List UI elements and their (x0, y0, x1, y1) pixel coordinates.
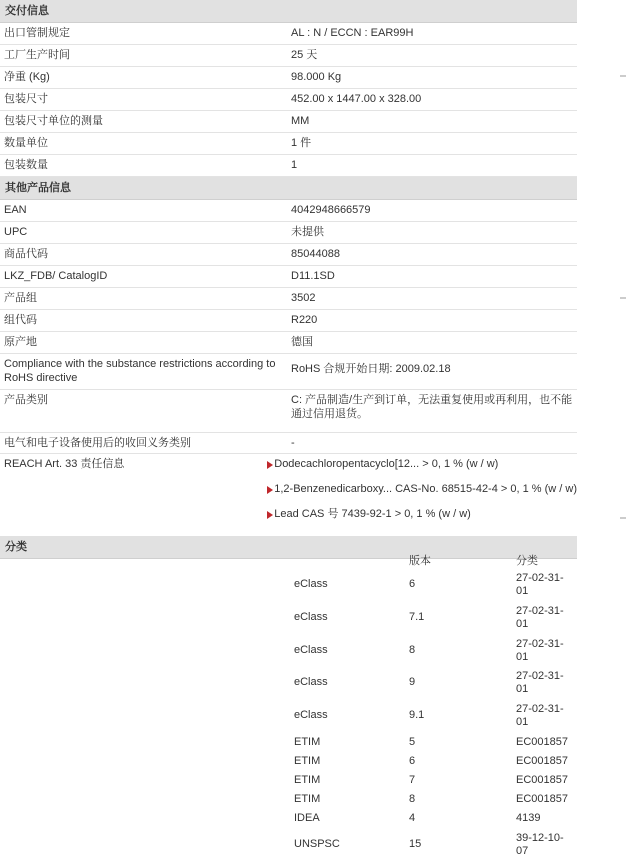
delivery-row-value: MM (291, 115, 310, 127)
category-row (0, 390, 577, 433)
classification-code: 39-12-10-07 (516, 832, 564, 857)
classification-system: ETIM (294, 793, 321, 805)
other-info-row-label: 产品组 (4, 292, 37, 304)
classification-section-header: 分类 (0, 536, 577, 559)
other-info-row-value: 85044088 (291, 248, 340, 260)
expand-arrow-icon[interactable] (267, 486, 273, 494)
other-info-row-value: D11.1SD (291, 270, 335, 282)
other-info-row (0, 288, 577, 310)
classification-code: EC001857 (516, 755, 568, 767)
other-info-row (0, 266, 577, 288)
delivery-row-label: 包装尺寸 (4, 93, 48, 105)
delivery-row-label: 包装尺寸单位的测量 (4, 115, 103, 127)
classification-version: 8 (409, 793, 416, 805)
reach-row (0, 454, 577, 534)
other-info-row (0, 222, 577, 244)
classification-system: eClass (294, 676, 328, 688)
classification-code: 27-02-31-01 (516, 670, 564, 695)
delivery-row-label: 净重 (Kg) (4, 71, 50, 83)
delivery-row-value: 452.00 x 1447.00 x 328.00 (291, 93, 422, 105)
delivery-table (0, 23, 577, 177)
classification-code: EC001857 (516, 736, 568, 748)
scroll-mark (620, 75, 626, 77)
other-info-row-label: 组代码 (4, 314, 37, 326)
other-info-row (0, 332, 577, 354)
classification-version: 9.1 (409, 709, 425, 721)
delivery-row-label: 出口管制规定 (4, 27, 70, 39)
other-info-row (0, 244, 577, 266)
other-info-row-label: UPC (4, 226, 28, 238)
other-info-row-label: LKZ_FDB/ CatalogID (4, 270, 108, 282)
delivery-row-value: AL : N / ECCN : EAR99H (291, 27, 414, 39)
delivery-row (0, 45, 577, 67)
classification-code: EC001857 (516, 774, 568, 786)
delivery-row (0, 89, 577, 111)
weee-row (0, 433, 577, 454)
classification-system: ETIM (294, 755, 321, 767)
delivery-row-label: 工厂生产时间 (4, 49, 70, 61)
weee-label: 电气和电子设备使用后的收回义务类别 (4, 437, 191, 449)
other-info-row-value: R220 (291, 314, 318, 326)
classification-version: 8 (409, 644, 416, 656)
reach-item[interactable] (254, 482, 577, 507)
classification-code: 27-02-31-01 (516, 605, 564, 630)
reach-item[interactable] (254, 457, 577, 482)
scroll-mark (620, 297, 626, 299)
weee-value: - (291, 437, 295, 449)
compliance-label: Compliance with the substance restrictions according to RoHS directive (4, 358, 276, 384)
other-info-row-label: EAN (4, 204, 27, 216)
classification-code: 27-02-31-01 (516, 638, 564, 663)
reach-item-text: 1,2-Benzenedicarboxy... CAS-No. 68515-42-4 > 0, 1 % (w / w) (274, 483, 577, 495)
classification-system: ETIM (294, 774, 321, 786)
classification-version: 6 (409, 755, 416, 767)
expand-arrow-icon[interactable] (267, 511, 273, 519)
other-info-row-value: 德国 (291, 336, 313, 348)
classification-version: 7 (409, 774, 416, 786)
classification-code: 27-02-31-01 (516, 703, 564, 728)
classification-system: IDEA (294, 812, 320, 824)
delivery-row-label: 数量单位 (4, 137, 48, 149)
delivery-row (0, 155, 577, 177)
scroll-mark (620, 517, 626, 519)
delivery-section-header: 交付信息 (0, 0, 577, 23)
classification-system: ETIM (294, 736, 321, 748)
other-info-row-value: 未提供 (291, 226, 324, 238)
reach-item[interactable] (254, 507, 577, 532)
other-info-row (0, 310, 577, 332)
classification-code: 4139 (516, 812, 541, 824)
delivery-row (0, 111, 577, 133)
classification-version: 5 (409, 736, 416, 748)
classification-version: 15 (409, 838, 422, 850)
classification-version: 4 (409, 812, 416, 824)
class-column-header: 分类 (516, 555, 538, 567)
delivery-row-value: 1 (291, 159, 298, 171)
classification-code: 27-02-31-01 (516, 572, 564, 597)
delivery-row-label: 包装数量 (4, 159, 48, 171)
other-info-section-header: 其他产品信息 (0, 177, 577, 200)
classification-system: eClass (294, 578, 328, 590)
category-value: C: 产品制造/生产到订单，无法重复使用或再利用，也不能通过信用退货。 (291, 394, 573, 420)
other-info-row (0, 200, 577, 222)
other-info-row-value: 4042948666579 (291, 204, 371, 216)
other-info-row-value: 3502 (291, 292, 316, 304)
expand-arrow-icon[interactable] (267, 461, 273, 469)
reach-item-text: Lead CAS 号 7439-92-1 > 0, 1 % (w / w) (274, 508, 471, 520)
classification-system: eClass (294, 611, 328, 623)
classification-version: 9 (409, 676, 416, 688)
reach-list (249, 454, 577, 534)
reach-item-text: Dodecachloropentacyclo[12... > 0, 1 % (w / w) (274, 458, 499, 470)
delivery-row-value: 1 件 (291, 137, 312, 149)
other-info-table (0, 200, 577, 354)
classification-system: eClass (294, 644, 328, 656)
classification-code: EC001857 (516, 793, 568, 805)
category-label: 产品类别 (4, 394, 48, 406)
delivery-row (0, 23, 577, 45)
compliance-value: RoHS 合规开始日期: 2009.02.18 (291, 363, 451, 375)
reach-label: REACH Art. 33 责任信息 (4, 458, 125, 470)
classification-version: 6 (409, 578, 416, 590)
classification-system: UNSPSC (294, 838, 340, 850)
other-info-row-label: 原产地 (4, 336, 37, 348)
version-column-header: 版本 (409, 555, 431, 567)
delivery-row-value: 25 天 (291, 49, 318, 61)
classification-system: eClass (294, 709, 328, 721)
delivery-row (0, 67, 577, 89)
compliance-row (0, 354, 577, 390)
delivery-row-value: 98.000 Kg (291, 71, 342, 83)
other-info-row-label: 商品代码 (4, 248, 48, 260)
classification-version: 7.1 (409, 611, 425, 623)
delivery-row (0, 133, 577, 155)
